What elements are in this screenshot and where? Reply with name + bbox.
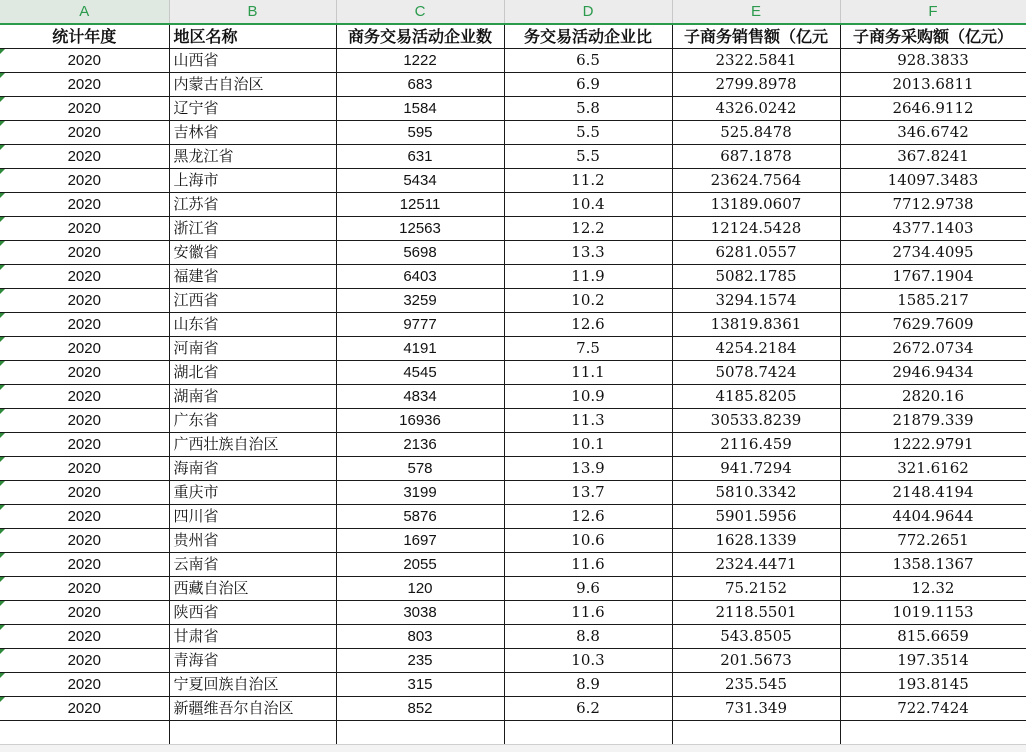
empty-cell[interactable] [504,721,672,745]
table-cell[interactable]: 2020 [0,649,169,673]
table-cell[interactable]: 10.1 [504,433,672,457]
table-cell[interactable]: 5.5 [504,145,672,169]
table-cell[interactable]: 2020 [0,97,169,121]
table-cell[interactable]: 2020 [0,121,169,145]
table-row [0,337,1026,361]
table-cell[interactable]: 3038 [336,601,504,625]
table-cell[interactable]: 5810.3342 [672,481,840,505]
table-cell[interactable]: 2020 [0,505,169,529]
table-cell[interactable]: 宁夏回族自治区 [169,673,336,697]
table-cell[interactable]: 197.3514 [840,649,1026,673]
table-row [0,409,1026,433]
table-cell[interactable]: 5078.7424 [672,361,840,385]
table-cell[interactable]: 120 [336,577,504,601]
table-cell[interactable]: 2013.6811 [840,73,1026,97]
table-cell[interactable]: 4377.1403 [840,217,1026,241]
table-cell[interactable]: 10.6 [504,529,672,553]
table-cell[interactable]: 湖北省 [169,361,336,385]
table-cell[interactable]: 2020 [0,337,169,361]
table-cell[interactable]: 3259 [336,289,504,313]
table-row [0,265,1026,289]
table-row [0,97,1026,121]
table-cell[interactable]: 2734.4095 [840,241,1026,265]
table-cell[interactable]: 2324.4471 [672,553,840,577]
table-cell[interactable]: 1697 [336,529,504,553]
table-cell[interactable]: 辽宁省 [169,97,336,121]
table-row [0,697,1026,721]
table-cell[interactable]: 5082.1785 [672,265,840,289]
table-cell[interactable]: 2020 [0,169,169,193]
table-cell[interactable]: 8.8 [504,625,672,649]
table-cell[interactable]: 12.6 [504,313,672,337]
table-cell[interactable]: 12511 [336,193,504,217]
table-cell[interactable]: 346.6742 [840,121,1026,145]
field-header-cell[interactable]: 地区名称 [169,24,336,49]
table-cell[interactable]: 安徽省 [169,241,336,265]
table-cell[interactable]: 2020 [0,289,169,313]
table-cell[interactable]: 10.2 [504,289,672,313]
table-cell[interactable]: 云南省 [169,553,336,577]
table-cell[interactable]: 2020 [0,313,169,337]
table-row [0,505,1026,529]
table-cell[interactable]: 772.2651 [840,529,1026,553]
table-cell[interactable]: 4404.9644 [840,505,1026,529]
column-header-c[interactable]: C [336,0,504,24]
empty-cell[interactable] [169,721,336,745]
table-cell[interactable]: 5434 [336,169,504,193]
table-cell[interactable]: 2148.4194 [840,481,1026,505]
empty-cell[interactable] [0,721,169,745]
table-cell[interactable]: 1767.1904 [840,265,1026,289]
table-cell[interactable]: 四川省 [169,505,336,529]
table-cell[interactable]: 2020 [0,361,169,385]
table-cell[interactable]: 7.5 [504,337,672,361]
table-cell[interactable]: 2020 [0,433,169,457]
table-cell[interactable]: 75.2152 [672,577,840,601]
table-cell[interactable]: 湖南省 [169,385,336,409]
table-cell[interactable]: 2672.0734 [840,337,1026,361]
table-cell[interactable]: 3199 [336,481,504,505]
table-cell[interactable]: 30533.8239 [672,409,840,433]
table-cell[interactable]: 13819.8361 [672,313,840,337]
column-header-f[interactable]: F [840,0,1026,24]
table-row [0,313,1026,337]
table-row [0,673,1026,697]
table-cell[interactable]: 6.9 [504,73,672,97]
table-row [0,577,1026,601]
table-row [0,241,1026,265]
table-row [0,529,1026,553]
table-cell[interactable]: 315 [336,673,504,697]
table-cell[interactable]: 12.2 [504,217,672,241]
table-cell[interactable]: 2799.8978 [672,73,840,97]
table-cell[interactable]: 21879.339 [840,409,1026,433]
table-cell[interactable]: 9777 [336,313,504,337]
table-cell[interactable]: 235 [336,649,504,673]
table-cell[interactable]: 722.7424 [840,697,1026,721]
table-cell[interactable]: 367.8241 [840,145,1026,169]
table-cell[interactable]: 福建省 [169,265,336,289]
table-row [0,121,1026,145]
table-cell[interactable]: 5698 [336,241,504,265]
table-cell[interactable]: 上海市 [169,169,336,193]
table-cell[interactable]: 青海省 [169,649,336,673]
table-cell[interactable]: 803 [336,625,504,649]
table-cell[interactable]: 16936 [336,409,504,433]
table-cell[interactable]: 1628.1339 [672,529,840,553]
field-header-cell[interactable]: 统计年度 [0,24,169,49]
table-cell[interactable]: 1585.217 [840,289,1026,313]
table-cell[interactable]: 吉林省 [169,121,336,145]
table-cell[interactable]: 2020 [0,697,169,721]
table-cell[interactable]: 2322.5841 [672,49,840,73]
table-cell[interactable]: 4191 [336,337,504,361]
table-cell[interactable]: 235.545 [672,673,840,697]
table-cell[interactable]: 2020 [0,577,169,601]
table-cell[interactable]: 13189.0607 [672,193,840,217]
table-cell[interactable]: 11.9 [504,265,672,289]
table-cell[interactable]: 12.6 [504,505,672,529]
table-cell[interactable]: 10.3 [504,649,672,673]
table-cell[interactable]: 4834 [336,385,504,409]
table-cell[interactable]: 2020 [0,73,169,97]
table-cell[interactable]: 13.7 [504,481,672,505]
table-cell[interactable]: 江苏省 [169,193,336,217]
table-cell[interactable]: 陕西省 [169,601,336,625]
table-cell[interactable]: 2020 [0,409,169,433]
table-cell[interactable]: 6281.0557 [672,241,840,265]
field-header-cell[interactable]: 商务交易活动企业数 [336,24,504,49]
table-cell[interactable]: 7629.7609 [840,313,1026,337]
table-cell[interactable]: 941.7294 [672,457,840,481]
table-cell[interactable]: 13.9 [504,457,672,481]
table-cell[interactable]: 2020 [0,673,169,697]
table-cell[interactable]: 23624.7564 [672,169,840,193]
table-cell[interactable]: 11.6 [504,601,672,625]
table-cell[interactable]: 578 [336,457,504,481]
table-cell[interactable]: 5876 [336,505,504,529]
table-row [0,433,1026,457]
table-cell[interactable]: 9.6 [504,577,672,601]
table-cell[interactable]: 3294.1574 [672,289,840,313]
table-cell[interactable]: 2020 [0,49,169,73]
table-cell[interactable]: 525.8478 [672,121,840,145]
table-cell[interactable]: 1019.1153 [840,601,1026,625]
table-cell[interactable]: 12563 [336,217,504,241]
table-cell[interactable]: 2946.9434 [840,361,1026,385]
table-cell[interactable]: 12124.5428 [672,217,840,241]
empty-row [0,721,1026,745]
table-row [0,49,1026,73]
table-row [0,193,1026,217]
column-header-d[interactable]: D [504,0,672,24]
table-cell[interactable]: 2020 [0,385,169,409]
field-header-row [0,24,1026,49]
table-row [0,145,1026,169]
table-cell[interactable]: 2646.9112 [840,97,1026,121]
table-cell[interactable]: 黑龙江省 [169,145,336,169]
table-cell[interactable]: 广西壮族自治区 [169,433,336,457]
table-cell[interactable]: 2020 [0,481,169,505]
table-cell[interactable]: 10.4 [504,193,672,217]
table-cell[interactable]: 5.5 [504,121,672,145]
table-cell[interactable]: 1358.1367 [840,553,1026,577]
table-cell[interactable]: 14097.3483 [840,169,1026,193]
table-cell[interactable]: 4326.0242 [672,97,840,121]
field-header-cell[interactable]: 子商务销售额（亿元 [672,24,840,49]
table-row [0,169,1026,193]
table-cell[interactable]: 2118.5501 [672,601,840,625]
table-cell[interactable]: 193.8145 [840,673,1026,697]
empty-cell[interactable] [672,721,840,745]
field-header-cell[interactable]: 子商务采购额（亿元） [840,24,1026,49]
table-cell[interactable]: 2020 [0,265,169,289]
table-cell[interactable]: 6403 [336,265,504,289]
table-cell[interactable]: 5.8 [504,97,672,121]
table-cell[interactable]: 2020 [0,529,169,553]
empty-cell[interactable] [336,721,504,745]
table-cell[interactable]: 贵州省 [169,529,336,553]
table-cell[interactable]: 631 [336,145,504,169]
table-cell[interactable]: 201.5673 [672,649,840,673]
table-cell[interactable]: 西藏自治区 [169,577,336,601]
table-cell[interactable]: 11.6 [504,553,672,577]
table-cell[interactable]: 5901.5956 [672,505,840,529]
table-cell[interactable]: 甘肃省 [169,625,336,649]
table-cell[interactable]: 543.8505 [672,625,840,649]
table-cell[interactable]: 4254.2184 [672,337,840,361]
table-cell[interactable]: 内蒙古自治区 [169,73,336,97]
table-cell[interactable]: 2020 [0,217,169,241]
table-row [0,553,1026,577]
table-cell[interactable]: 4545 [336,361,504,385]
table-row [0,217,1026,241]
table-cell[interactable]: 2020 [0,457,169,481]
table-cell[interactable]: 重庆市 [169,481,336,505]
table-cell[interactable]: 广东省 [169,409,336,433]
table-row [0,649,1026,673]
table-cell[interactable]: 山东省 [169,313,336,337]
table-cell[interactable]: 8.9 [504,673,672,697]
table-cell[interactable]: 2020 [0,601,169,625]
table-cell[interactable]: 815.6659 [840,625,1026,649]
table-cell[interactable]: 10.9 [504,385,672,409]
table-cell[interactable]: 1584 [336,97,504,121]
table-cell[interactable]: 2020 [0,145,169,169]
table-cell[interactable]: 687.1878 [672,145,840,169]
table-cell[interactable]: 11.2 [504,169,672,193]
table-cell[interactable]: 7712.9738 [840,193,1026,217]
column-header-b[interactable]: B [169,0,336,24]
table-row [0,481,1026,505]
table-cell[interactable]: 595 [336,121,504,145]
table-cell[interactable]: 2055 [336,553,504,577]
table-cell[interactable]: 2136 [336,433,504,457]
table-cell[interactable]: 江西省 [169,289,336,313]
table-cell[interactable]: 12.32 [840,577,1026,601]
column-header-e[interactable]: E [672,0,840,24]
table-cell[interactable]: 321.6162 [840,457,1026,481]
table-cell[interactable]: 928.3833 [840,49,1026,73]
table-cell[interactable]: 2020 [0,241,169,265]
table-cell[interactable]: 852 [336,697,504,721]
table-cell[interactable]: 13.3 [504,241,672,265]
table-cell[interactable]: 6.2 [504,697,672,721]
table-cell[interactable]: 683 [336,73,504,97]
table-row [0,625,1026,649]
table-cell[interactable]: 11.3 [504,409,672,433]
table-cell[interactable]: 2020 [0,553,169,577]
table-cell[interactable]: 1222.9791 [840,433,1026,457]
table-cell[interactable]: 2020 [0,625,169,649]
table-cell[interactable]: 2020 [0,193,169,217]
empty-cell[interactable] [840,721,1026,745]
table-cell[interactable]: 山西省 [169,49,336,73]
column-header-row [0,0,1026,24]
table-cell[interactable]: 2820.16 [840,385,1026,409]
field-header-cell[interactable]: 务交易活动企业比 [504,24,672,49]
table-cell[interactable]: 河南省 [169,337,336,361]
table-cell[interactable]: 2116.459 [672,433,840,457]
table-cell[interactable]: 海南省 [169,457,336,481]
table-cell[interactable]: 新疆维吾尔自治区 [169,697,336,721]
table-cell[interactable]: 1222 [336,49,504,73]
column-header-a[interactable]: A [0,0,169,24]
table-row [0,361,1026,385]
table-row [0,385,1026,409]
table-row [0,457,1026,481]
table-row [0,289,1026,313]
table-cell[interactable]: 浙江省 [169,217,336,241]
table-row [0,601,1026,625]
table-cell[interactable]: 4185.8205 [672,385,840,409]
table-cell[interactable]: 6.5 [504,49,672,73]
table-cell[interactable]: 11.1 [504,361,672,385]
table-row [0,73,1026,97]
table-cell[interactable]: 731.349 [672,697,840,721]
